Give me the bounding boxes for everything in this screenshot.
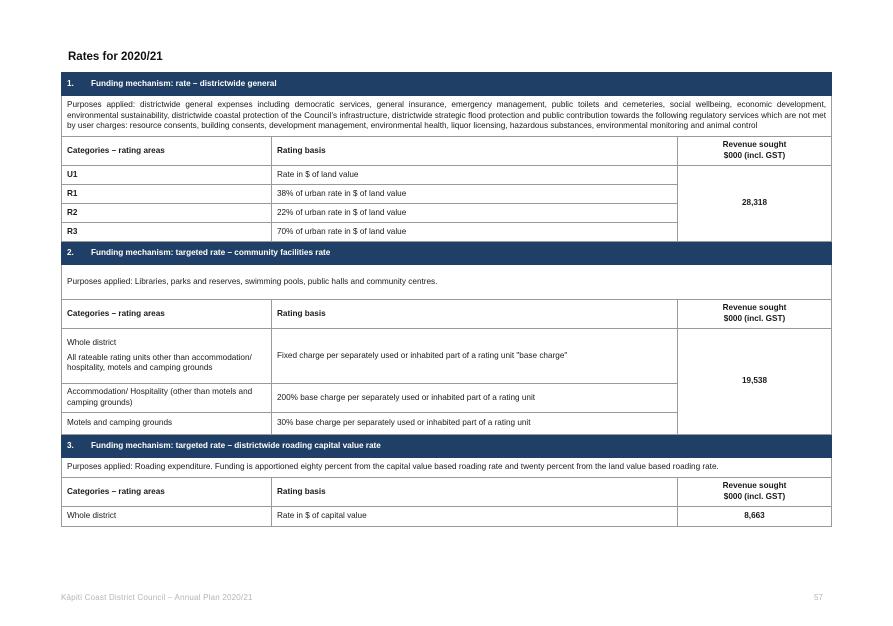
rates-table	[61, 72, 832, 527]
section-1-column-headers	[62, 136, 832, 165]
footer-text: Kāpiti Coast District Council – Annual Plan 2020/21	[61, 593, 253, 602]
table-row	[62, 506, 832, 526]
basis-cell: 38% of urban rate in $ of land value	[272, 184, 678, 203]
section-3-heading: Funding mechanism: targeted rate – districtwide roading capital value rate	[91, 440, 381, 450]
section-1-purpose-row	[62, 96, 832, 137]
section-3-revenue: 8,663	[678, 506, 832, 526]
category-cell: Accommodation/ Hospitality (other than motels and camping grounds)	[62, 383, 272, 412]
section-2-purpose: Purposes applied: Libraries, parks and reserves, swimming pools, public halls and community centres.	[62, 264, 832, 299]
basis-cell: 70% of urban rate in $ of land value	[272, 222, 678, 241]
section-2-revenue: 19,538	[678, 328, 832, 434]
section-3-column-headers	[62, 477, 832, 506]
basis-cell: Rate in $ of capital value	[272, 506, 678, 526]
section-2-header: 2. Funding mechanism: targeted rate – community facilities rate	[62, 241, 832, 264]
section-1-revenue: 28,318	[678, 165, 832, 241]
col-rating-basis: Rating basis	[272, 299, 678, 328]
page-title: Rates for 2020/21	[68, 51, 163, 63]
section-3-header: 3. Funding mechanism: targeted rate – districtwide roading capital value rate	[62, 434, 832, 457]
basis-cell: 22% of urban rate in $ of land value	[272, 203, 678, 222]
basis-cell: 30% base charge per separately used or inhabited part of a rating unit	[272, 412, 678, 434]
basis-cell: 200% base charge per separately used or inhabited part of a rating unit	[272, 383, 678, 412]
page-number: 57	[814, 593, 823, 602]
col-revenue: Revenue sought $000 (incl. GST)	[678, 477, 832, 506]
table-row	[62, 328, 832, 383]
category-cell: Whole district	[62, 506, 272, 526]
col-categories: Categories – rating areas	[62, 477, 272, 506]
section-2-column-headers	[62, 299, 832, 328]
section-1-purpose: Purposes applied: districtwide general expenses including democratic services, general insurance, emergency management, public toilets and cemeteries, social wellbeing, economic development, environmental sustainability, districtwide coastal protection of the Council’s infrastructure, districtwide strategic flood protection and public contribution towards the following regulatory services which are not met by user charges: resource consents, building consents, development management, environmental health, liquor licensing, hazardous substances, environmental monitoring and animal control	[62, 96, 832, 137]
col-categories: Categories – rating areas	[62, 136, 272, 165]
col-revenue: Revenue sought $000 (incl. GST)	[678, 299, 832, 328]
section-2-purpose-row	[62, 264, 832, 299]
section-1-header: 1. Funding mechanism: rate – districtwide general	[62, 73, 832, 96]
col-rating-basis: Rating basis	[272, 136, 678, 165]
col-categories: Categories – rating areas	[62, 299, 272, 328]
section-2-heading: Funding mechanism: targeted rate – community facilities rate	[91, 247, 331, 257]
category-cell: R3	[62, 222, 272, 241]
category-cell: Motels and camping grounds	[62, 412, 272, 434]
col-rating-basis: Rating basis	[272, 477, 678, 506]
basis-cell: Fixed charge per separately used or inhabited part of a rating unit "base charge"	[272, 328, 678, 383]
section-1-heading: Funding mechanism: rate – districtwide general	[91, 78, 277, 88]
category-cell: Whole district All rateable rating units other than accommodation/ hospitality, motels and camping grounds	[62, 328, 272, 383]
category-cell: R2	[62, 203, 272, 222]
section-3-purpose-row	[62, 457, 832, 477]
basis-cell: Rate in $ of land value	[272, 165, 678, 184]
table-row	[62, 165, 832, 184]
category-cell: R1	[62, 184, 272, 203]
category-cell: U1	[62, 165, 272, 184]
col-revenue: Revenue sought $000 (incl. GST)	[678, 136, 832, 165]
section-3-purpose: Purposes applied: Roading expenditure. Funding is apportioned eighty percent from the capital value based roading rate and twenty percent from the land value based roading rate.	[62, 457, 832, 477]
